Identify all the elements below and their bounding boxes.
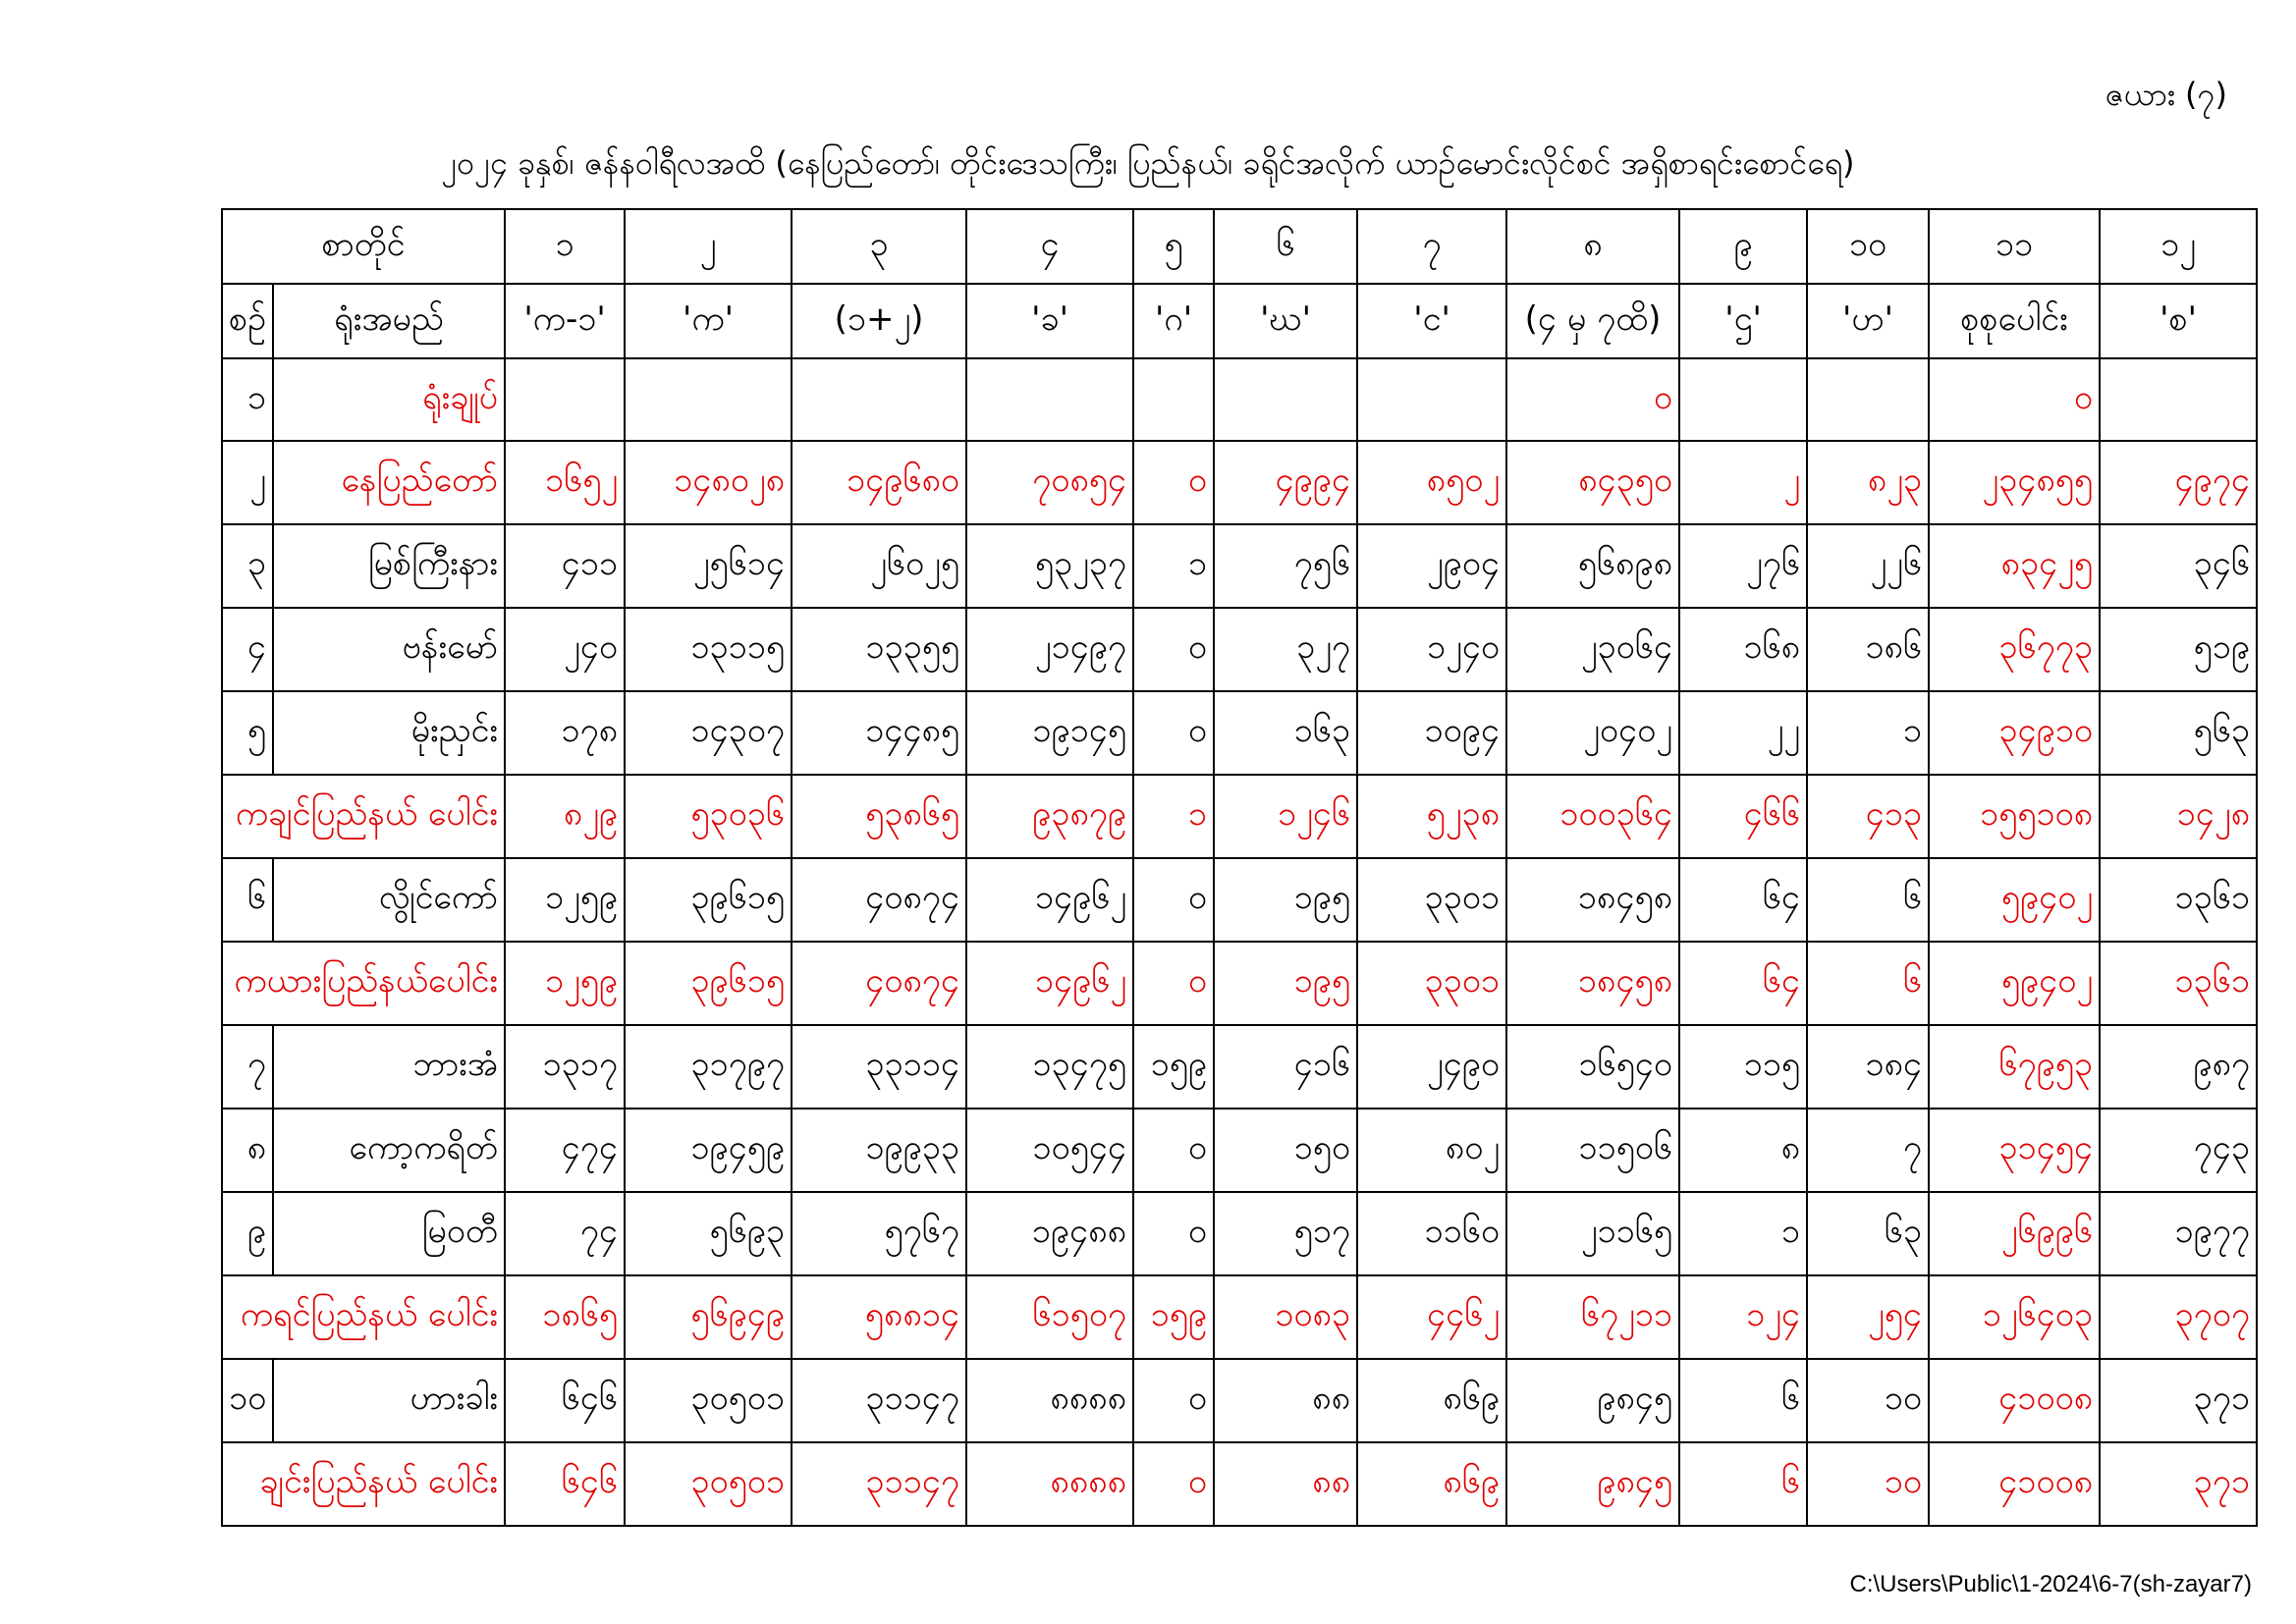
- office-name: မြဝတီ: [273, 1192, 505, 1275]
- value-cell: ၁၀: [1807, 1442, 1929, 1526]
- value-cell: ၁၀၅၄၄: [966, 1109, 1133, 1192]
- value-cell: ၄၇၄: [505, 1109, 625, 1192]
- value-cell: ၂၅၆၁၄: [625, 524, 792, 608]
- value-cell: ၁၃၆၁: [2100, 942, 2257, 1025]
- column-number-9: ၉: [1679, 209, 1807, 284]
- value-cell: ၄၁၀၀၈: [1929, 1442, 2100, 1526]
- value-cell: ၉၈၄၅: [1506, 1359, 1679, 1442]
- value-cell: ၄၉၇၄: [2100, 441, 2257, 524]
- value-cell: ၈၂၉: [505, 775, 625, 858]
- value-cell: ၂၅၄: [1807, 1275, 1929, 1359]
- value-cell: ၇၅၆: [1214, 524, 1357, 608]
- office-name: နေပြည်တော်: [273, 441, 505, 524]
- value-cell: ၁၆၅၄၀: [1506, 1025, 1679, 1109]
- value-cell: ၁၁၅၀၆: [1506, 1109, 1679, 1192]
- value-cell: ၅၃၈၆၅: [792, 775, 966, 858]
- value-cell: ၀: [1133, 691, 1214, 775]
- value-cell: ၅၂၃၈: [1357, 775, 1506, 858]
- value-cell: ၁၃၁၁၅: [625, 608, 792, 691]
- row-serial: ၃: [222, 524, 273, 608]
- value-cell: ၁၀၈၃: [1214, 1275, 1357, 1359]
- value-cell: ၂၂၆: [1807, 524, 1929, 608]
- subtotal-label: ကရင်ပြည်နယ် ပေါင်း: [222, 1275, 505, 1359]
- value-cell: ၃၇၀၇: [2100, 1275, 2257, 1359]
- value-cell: ၃၃၀၁: [1357, 942, 1506, 1025]
- value-cell: ၈၆၉: [1357, 1359, 1506, 1442]
- value-cell: ၈၈၈၈: [966, 1359, 1133, 1442]
- value-cell: ၀: [1133, 1359, 1214, 1442]
- row-serial: ၁၀: [222, 1359, 273, 1442]
- value-cell: [966, 358, 1133, 441]
- value-cell: ၅၁၇: [1214, 1192, 1357, 1275]
- value-cell: ၁၄၉၆၂: [966, 942, 1133, 1025]
- subtotal-row: [222, 1442, 2257, 1526]
- value-cell: ၃၃၁၁၄: [792, 1025, 966, 1109]
- value-cell: ၈၈၈၈: [966, 1442, 1133, 1526]
- value-cell: ၂၆၉၉၆: [1929, 1192, 2100, 1275]
- value-cell: ၂၃၀၆၄: [1506, 608, 1679, 691]
- value-cell: ၀: [1506, 358, 1679, 441]
- value-cell: [2100, 358, 2257, 441]
- value-cell: ၁၆၈: [1679, 608, 1807, 691]
- value-cell: ၆: [1679, 1359, 1807, 1442]
- value-cell: ၂၂: [1679, 691, 1807, 775]
- value-cell: ၉၈၄၅: [1506, 1442, 1679, 1526]
- row-serial: ၂: [222, 441, 273, 524]
- value-cell: [1214, 358, 1357, 441]
- value-cell: [792, 358, 966, 441]
- table-row: [222, 1109, 2257, 1192]
- value-cell: ၅၆၉၄၉: [625, 1275, 792, 1359]
- column-number-10: ၁၀: [1807, 209, 1929, 284]
- value-cell: ၁၄၉၆၂: [966, 858, 1133, 942]
- value-cell: ၃၁၇၉၇: [625, 1025, 792, 1109]
- column-code-9: 'ဌ': [1679, 284, 1807, 358]
- value-cell: ၁၃၄၇၅: [966, 1025, 1133, 1109]
- value-cell: ၅၃၀၃၆: [625, 775, 792, 858]
- value-cell: ၇၄၃: [2100, 1109, 2257, 1192]
- value-cell: ၁၈၆: [1807, 608, 1929, 691]
- column-number-2: ၂: [625, 209, 792, 284]
- column-code-5: 'ဂ': [1133, 284, 1214, 358]
- value-cell: ၅၃၂၃၇: [966, 524, 1133, 608]
- value-cell: ၂၃၄၈၅၅: [1929, 441, 2100, 524]
- table-row: [222, 1025, 2257, 1109]
- value-cell: ၅၈၈၁၄: [792, 1275, 966, 1359]
- column-code-8: (၄ မှ ၇ထိ): [1506, 284, 1679, 358]
- value-cell: ၀: [1133, 441, 1214, 524]
- value-cell: ၁၄၉၆၈၀: [792, 441, 966, 524]
- value-cell: ၆၄၆: [505, 1442, 625, 1526]
- value-cell: ၁၂၅၉: [505, 942, 625, 1025]
- value-cell: ၈၂၃: [1807, 441, 1929, 524]
- value-cell: ၄၆၆: [1679, 775, 1807, 858]
- value-cell: ၃၆၇၇၃: [1929, 608, 2100, 691]
- value-cell: ၅၆၈၉၈: [1506, 524, 1679, 608]
- value-cell: ၁၀: [1807, 1359, 1929, 1442]
- value-cell: ၆၇၉၅၃: [1929, 1025, 2100, 1109]
- value-cell: [1679, 358, 1807, 441]
- value-cell: ၃၁၄၅၄: [1929, 1109, 2100, 1192]
- value-cell: ၀: [1133, 1109, 1214, 1192]
- value-cell: ၁၃၃၅၅: [792, 608, 966, 691]
- value-cell: ၂၀၄၀၂: [1506, 691, 1679, 775]
- column-code-4: 'ခ': [966, 284, 1133, 358]
- file-path: C:\Users\Public\1-2024\6-7(sh-zayar7): [1849, 1571, 2252, 1597]
- column-code-12: 'စ': [2100, 284, 2257, 358]
- value-cell: [625, 358, 792, 441]
- value-cell: ၁၅၅၁၀၈: [1929, 775, 2100, 858]
- value-cell: ၃၇၁: [2100, 1442, 2257, 1526]
- header-row-codes: [222, 284, 2257, 358]
- value-cell: ၃၂၇: [1214, 608, 1357, 691]
- value-cell: ၁၉၅: [1214, 942, 1357, 1025]
- subtotal-row: [222, 942, 2257, 1025]
- value-cell: ၂၆၀၂၅: [792, 524, 966, 608]
- value-cell: ၆၇၂၁၁: [1506, 1275, 1679, 1359]
- value-cell: ၃၁၁၄၇: [792, 1359, 966, 1442]
- row-serial: ၉: [222, 1192, 273, 1275]
- value-cell: ၅၉၄၀၂: [1929, 942, 2100, 1025]
- value-cell: ၀: [1133, 608, 1214, 691]
- value-cell: ၈၀၂: [1357, 1109, 1506, 1192]
- value-cell: ၁၂၄၆: [1214, 775, 1357, 858]
- value-cell: ၁၅၀: [1214, 1109, 1357, 1192]
- column-number-1: ၁: [505, 209, 625, 284]
- value-cell: ၁၀၉၄: [1357, 691, 1506, 775]
- value-cell: ၃၃၀၁: [1357, 858, 1506, 942]
- value-cell: ၁၁၅: [1679, 1025, 1807, 1109]
- value-cell: ၆၄၆: [505, 1359, 625, 1442]
- value-cell: ၆: [1807, 942, 1929, 1025]
- column-number-header: စာတိုင်: [222, 209, 505, 284]
- subtotal-row: [222, 1275, 2257, 1359]
- value-cell: ၁၂၄၀: [1357, 608, 1506, 691]
- value-cell: ၃၉၆၁၅: [625, 858, 792, 942]
- column-code-6: 'ဃ': [1214, 284, 1357, 358]
- office-name-header: ရုံးအမည်: [273, 284, 505, 358]
- value-cell: ၄၉၉၄: [1214, 441, 1357, 524]
- value-cell: ၅၁၉: [2100, 608, 2257, 691]
- license-table: [221, 208, 2258, 1527]
- office-name: ဟားခါး: [273, 1359, 505, 1442]
- value-cell: [1133, 358, 1214, 441]
- value-cell: ၂၄၉၀: [1357, 1025, 1506, 1109]
- column-number-7: ၇: [1357, 209, 1506, 284]
- value-cell: ၁၆၅၂: [505, 441, 625, 524]
- value-cell: ၁၂၄: [1679, 1275, 1807, 1359]
- value-cell: ၂၁၄၉၇: [966, 608, 1133, 691]
- office-name: ဗန်းမော်: [273, 608, 505, 691]
- value-cell: ၁: [1807, 691, 1929, 775]
- value-cell: ၃၇၁: [2100, 1359, 2257, 1442]
- value-cell: ၁၄၃၀၇: [625, 691, 792, 775]
- row-serial: ၁: [222, 358, 273, 441]
- value-cell: ၁၇၈: [505, 691, 625, 775]
- office-name: မိုးညှင်း: [273, 691, 505, 775]
- value-cell: ၂၇၆: [1679, 524, 1807, 608]
- value-cell: ၄၁၃: [1807, 775, 1929, 858]
- value-cell: ၁၅၉: [1133, 1275, 1214, 1359]
- value-cell: ၁၂၆၄၀၃: [1929, 1275, 2100, 1359]
- value-cell: ၈၈: [1214, 1442, 1357, 1526]
- table-row: [222, 524, 2257, 608]
- value-cell: ၁၃၁၇: [505, 1025, 625, 1109]
- value-cell: ၂၄၀: [505, 608, 625, 691]
- table-row: [222, 358, 2257, 441]
- column-code-1: 'က-၁': [505, 284, 625, 358]
- table-row: [222, 608, 2257, 691]
- value-cell: ၀: [1929, 358, 2100, 441]
- column-number-11: ၁၁: [1929, 209, 2100, 284]
- subtotal-label: ကယားပြည်နယ်ပေါင်း: [222, 942, 505, 1025]
- table-row: [222, 1359, 2257, 1442]
- table-row: [222, 691, 2257, 775]
- value-cell: ၆၄: [1679, 942, 1807, 1025]
- column-number-6: ၆: [1214, 209, 1357, 284]
- value-cell: ၀: [1133, 1192, 1214, 1275]
- value-cell: ၁၉၄၅၉: [625, 1109, 792, 1192]
- column-number-12: ၁၂: [2100, 209, 2257, 284]
- table-row: [222, 441, 2257, 524]
- value-cell: ၄၄၆၂: [1357, 1275, 1506, 1359]
- value-cell: ၈၄၃၅၀: [1506, 441, 1679, 524]
- value-cell: ၁၈၄: [1807, 1025, 1929, 1109]
- column-number-3: ၃: [792, 209, 966, 284]
- header-row-numbers: [222, 209, 2257, 284]
- value-cell: ၁၈၄၅၈: [1506, 858, 1679, 942]
- page-title: ၂၀၂၄ ခုနှစ်၊ ဇန်နဝါရီလအထိ (နေပြည်တော်၊ တိုင်းဒေသကြီး၊ ပြည်နယ်၊ ခရိုင်အလိုက် ယာဉ်မောင်းလိုင်စင် အရှိစာရင်းစောင်ရေ): [441, 144, 1855, 182]
- column-code-10: 'ဟ': [1807, 284, 1929, 358]
- column-number-8: ၈: [1506, 209, 1679, 284]
- value-cell: ၀: [1133, 1442, 1214, 1526]
- value-cell: ၁၈၆၅: [505, 1275, 625, 1359]
- value-cell: ၁၄၈၀၂၈: [625, 441, 792, 524]
- value-cell: ၁၆၃: [1214, 691, 1357, 775]
- value-cell: [1807, 358, 1929, 441]
- value-cell: ၁၉၁၄၅: [966, 691, 1133, 775]
- column-code-7: 'င': [1357, 284, 1506, 358]
- subtotal-label: ချင်းပြည်နယ် ပေါင်း: [222, 1442, 505, 1526]
- value-cell: ၄၁၀၀၈: [1929, 1359, 2100, 1442]
- value-cell: ၂၉၀၄: [1357, 524, 1506, 608]
- value-cell: ၁၄၂၈: [2100, 775, 2257, 858]
- subtotal-label: ကချင်ပြည်နယ် ပေါင်း: [222, 775, 505, 858]
- value-cell: ၈၈: [1214, 1359, 1357, 1442]
- value-cell: ၈၅၀၂: [1357, 441, 1506, 524]
- value-cell: ၃၉၆၁၅: [625, 942, 792, 1025]
- subtotal-row: [222, 775, 2257, 858]
- value-cell: ၅၉၄၀၂: [1929, 858, 2100, 942]
- value-cell: ၃၀၅၀၁: [625, 1442, 792, 1526]
- value-cell: ၇၀၈၅၄: [966, 441, 1133, 524]
- value-cell: ၈၆၉: [1357, 1442, 1506, 1526]
- office-name: မြစ်ကြီးနား: [273, 524, 505, 608]
- value-cell: ၁၉၅: [1214, 858, 1357, 942]
- value-cell: ၁: [1679, 1192, 1807, 1275]
- value-cell: ၆၃: [1807, 1192, 1929, 1275]
- value-cell: ၉၃၈၇၉: [966, 775, 1133, 858]
- value-cell: ၀: [1133, 942, 1214, 1025]
- value-cell: ၃၁၁၄၇: [792, 1442, 966, 1526]
- row-serial: ၈: [222, 1109, 273, 1192]
- office-name: ရုံးချုပ်: [273, 358, 505, 441]
- value-cell: ၃၀၅၀၁: [625, 1359, 792, 1442]
- value-cell: ၈: [1679, 1109, 1807, 1192]
- value-cell: ၄၁၆: [1214, 1025, 1357, 1109]
- value-cell: ၁၄၄၈၅: [792, 691, 966, 775]
- value-cell: ၁: [1133, 775, 1214, 858]
- value-cell: ၁၀၀၃၆၄: [1506, 775, 1679, 858]
- column-number-5: ၅: [1133, 209, 1214, 284]
- value-cell: ၅၇၆၇: [792, 1192, 966, 1275]
- value-cell: ၆၄: [1679, 858, 1807, 942]
- value-cell: ၅၆၃: [2100, 691, 2257, 775]
- office-name: ကော့ကရိတ်: [273, 1109, 505, 1192]
- value-cell: ၈၃၄၂၅: [1929, 524, 2100, 608]
- row-serial: ၅: [222, 691, 273, 775]
- value-cell: ၁: [1133, 524, 1214, 608]
- value-cell: ၃၄၆: [2100, 524, 2257, 608]
- column-number-4: ၄: [966, 209, 1133, 284]
- value-cell: ၂၁၁၆၅: [1506, 1192, 1679, 1275]
- value-cell: ၆: [1807, 858, 1929, 942]
- value-cell: ၄၀၈၇၄: [792, 942, 966, 1025]
- serial-header: စဉ်: [222, 284, 273, 358]
- value-cell: [505, 358, 625, 441]
- value-cell: ၁၈၄၅၈: [1506, 942, 1679, 1025]
- value-cell: ၉၈၇: [2100, 1025, 2257, 1109]
- row-serial: ၆: [222, 858, 273, 942]
- value-cell: ၄၁၁: [505, 524, 625, 608]
- row-serial: ၇: [222, 1025, 273, 1109]
- office-name: လွိုင်ကော်: [273, 858, 505, 942]
- table-label: ဇယား (၇): [2105, 76, 2227, 113]
- value-cell: ၁၃၆၁: [2100, 858, 2257, 942]
- column-code-3: (၁+၂): [792, 284, 966, 358]
- value-cell: ၆၁၅၀၇: [966, 1275, 1133, 1359]
- value-cell: ၁၅၉: [1133, 1025, 1214, 1109]
- value-cell: [1357, 358, 1506, 441]
- column-code-11: စုစုပေါင်း: [1929, 284, 2100, 358]
- office-name: ဘားအံ: [273, 1025, 505, 1109]
- value-cell: ၄၀၈၇၄: [792, 858, 966, 942]
- table-row: [222, 858, 2257, 942]
- value-cell: ၇: [1807, 1109, 1929, 1192]
- value-cell: ၀: [1133, 858, 1214, 942]
- value-cell: ၁၉၉၃၃: [792, 1109, 966, 1192]
- value-cell: ၂: [1679, 441, 1807, 524]
- value-cell: ၁၁၆၀: [1357, 1192, 1506, 1275]
- value-cell: ၆: [1679, 1442, 1807, 1526]
- value-cell: ၁၂၅၉: [505, 858, 625, 942]
- value-cell: ၁၉၄၈၈: [966, 1192, 1133, 1275]
- value-cell: ၁၉၇၇: [2100, 1192, 2257, 1275]
- table-row: [222, 1192, 2257, 1275]
- value-cell: ၅၆၉၃: [625, 1192, 792, 1275]
- value-cell: ၇၄: [505, 1192, 625, 1275]
- row-serial: ၄: [222, 608, 273, 691]
- value-cell: ၃၄၉၁၀: [1929, 691, 2100, 775]
- column-code-2: 'က': [625, 284, 792, 358]
